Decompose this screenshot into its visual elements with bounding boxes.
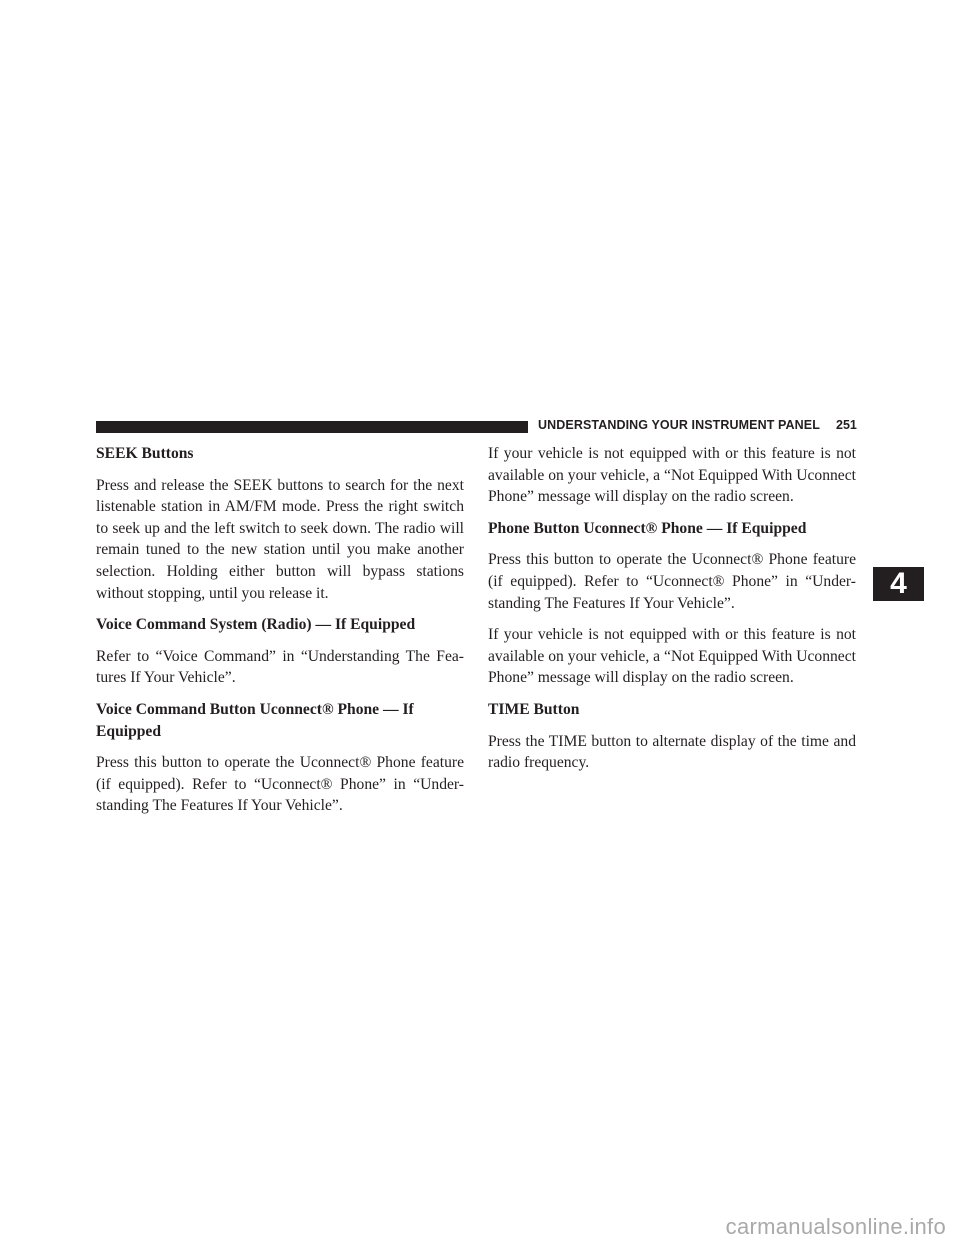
paragraph-voice-command-button: Press this button to operate the Uconnect® Phone feature (if equipped). Refer to “Uconnect® Phone” in “Under-standing The Features If Your Vehicle”.	[96, 754, 464, 815]
watermark: carmanualsonline.info	[725, 1214, 946, 1239]
paragraph-not-equipped-2: If your vehicle is not equipped with or this feature is not available on your vehicle, a “Not Equipped With Uconnect Phone” message will display on the radio screen.	[488, 626, 856, 687]
heading-voice-command-button: Voice Command Button Uconnect® Phone — If Equipped	[96, 700, 414, 740]
paragraph-voice-command-system: Refer to “Voice Command” in “Understanding The Fea-tures If Your Vehicle”.	[96, 647, 464, 687]
paragraph-phone-button: Press this button to operate the Uconnect® Phone feature (if equipped). Refer to “Uconnect® Phone” in “Under-standing The Features If Your Vehicle”.	[488, 551, 856, 612]
chapter-tab: 4	[873, 567, 924, 601]
heading-seek-buttons: SEEK Buttons	[96, 445, 194, 462]
left-column	[96, 443, 464, 827]
right-column	[488, 443, 856, 784]
heading-voice-command-system: Voice Command System (Radio) — If Equipped	[96, 616, 416, 634]
heading-time-button: TIME Button	[488, 700, 580, 718]
header-rule	[96, 421, 528, 433]
section-title: UNDERSTANDING YOUR INSTRUMENT PANEL	[538, 418, 820, 432]
paragraph-seek-buttons: Press and release the SEEK buttons to search for the next listenable station in AM/FM mode. Press the right switch to seek up and the left switch to seek down. The radio will remain tuned to the new station until you make another selection. Holding either button will bypass stations without stopping, until you release it.	[96, 476, 464, 602]
paragraph-not-equipped-1: If your vehicle is not equipped with or this feature is not available on your vehicle, a “Not Equipped With Uconnect Phone” message will display on the radio screen.	[488, 445, 856, 506]
page-number: 251	[836, 418, 857, 432]
heading-phone-button: Phone Button Uconnect® Phone — If Equipped	[488, 519, 807, 537]
paragraph-time-button: Press the TIME button to alternate display of the time and radio frequency.	[488, 732, 856, 772]
